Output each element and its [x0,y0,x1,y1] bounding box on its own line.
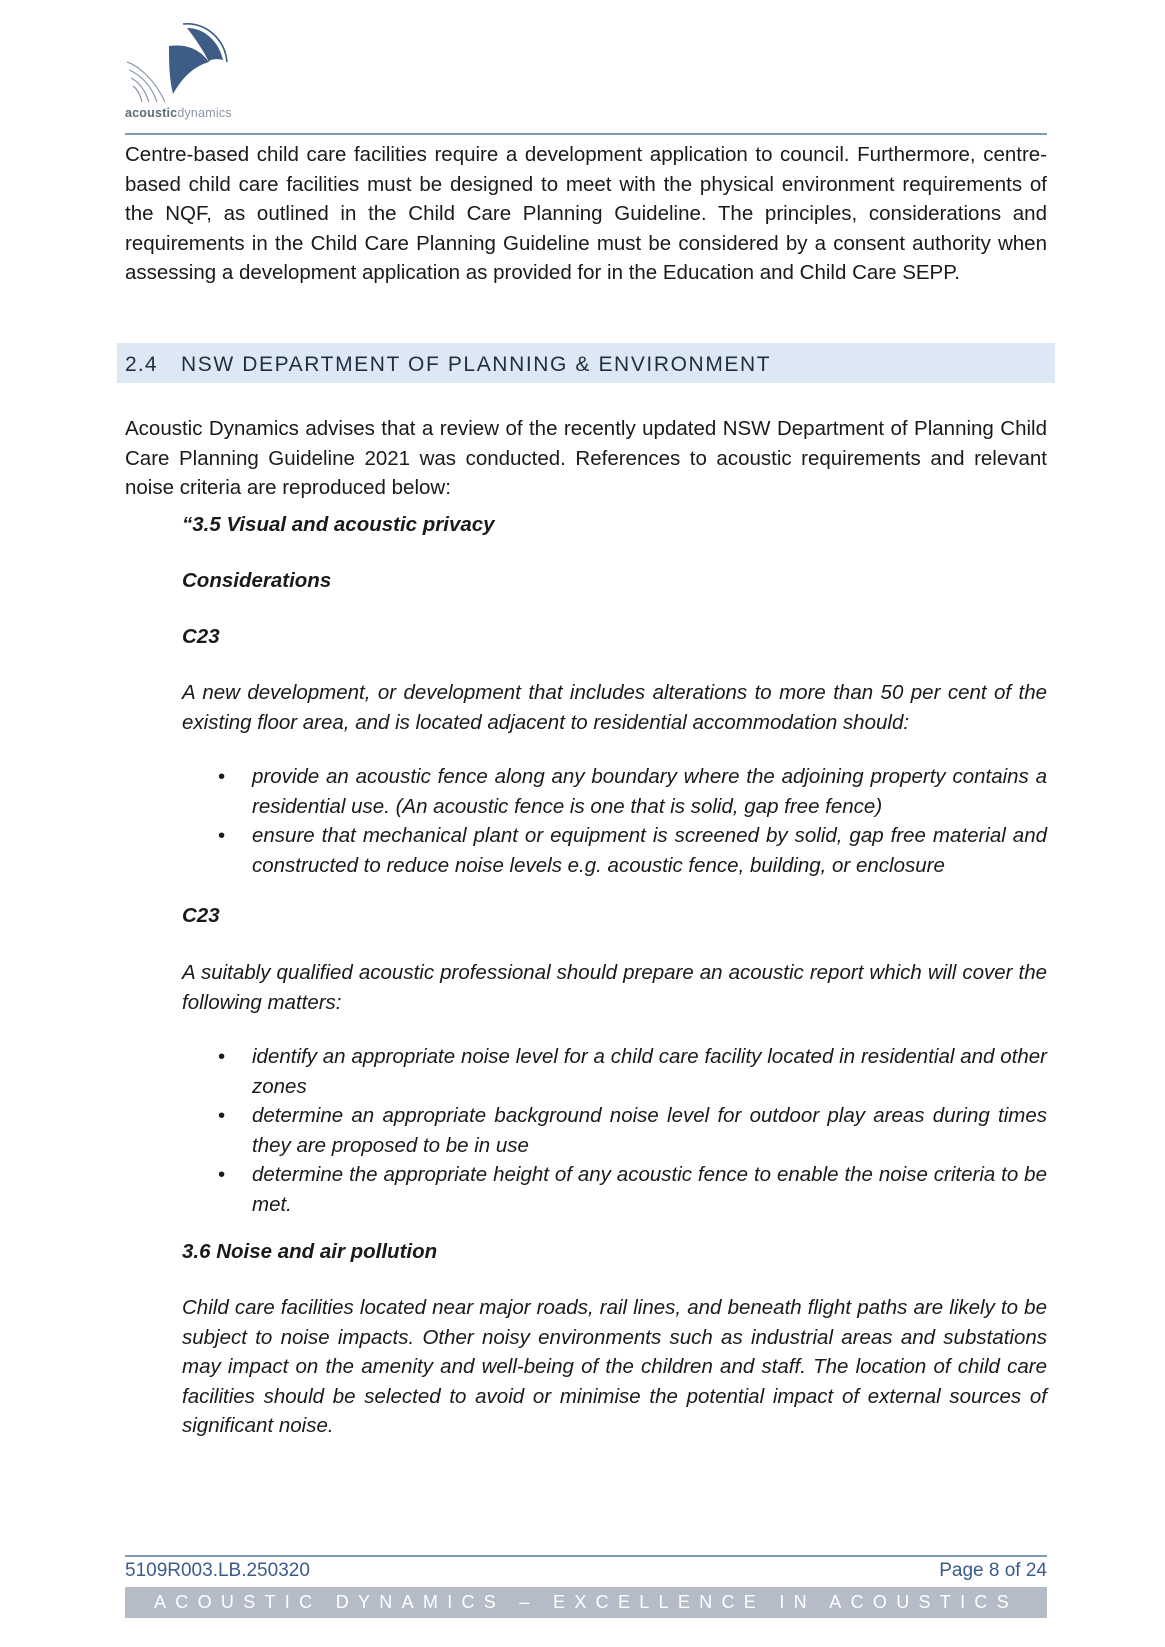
bullet-text: provide an acoustic fence along any boundary where the adjoining property contains a residential use. (An acoustic fence is one that is solid, gap free fence) [252,765,1047,818]
logo-wordmark-bold: acoustic [125,106,178,120]
bullet-text: identify an appropriate noise level for a child care facility located in residential and other zones [252,1045,1047,1098]
bullet-text: determine the appropriate height of any acoustic fence to enable the noise criteria to be met. [252,1163,1047,1216]
clause-1-text: A new development, or development that includes alterations to more than 50 per cent of the existing floor area, and is located adjacent to residential accommodation should: [182,681,1047,734]
bullet-icon: • [218,824,226,847]
company-logo [125,22,245,127]
bullet-icon: • [218,765,226,788]
noise-pollution-paragraph: Child care facilities located near major roads, rail lines, and beneath flight paths are likely to be subject to noise impacts. Other noisy environments such as industrial areas and substations may impact on the amenity and well-being of the children and staff. The location of child care facilities should be selected to avoid or minimise the potential impact of external sources of significant noise. [182,1296,1047,1437]
list-item [182,762,1047,821]
logo-wordmark [125,106,232,120]
header-divider [125,133,1047,135]
quote-heading-visual-acoustic-privacy: “3.5 Visual and acoustic privacy [182,513,495,536]
quote-heading-considerations: Considerations [182,569,332,592]
intro-paragraph: Centre-based child care facilities require a development application to council. Furthermore, centre-based child care facilities must be designed to meet with the physical environment requirements of the NQF, as outlined in the Child Care Planning Guideline. The principles, considerations and requirements in the Child Care Planning Guideline must be considered by a consent authority when assessing a development application as provided for in the Education and Child Care SEPP. [125,143,1047,284]
list-item [182,1160,1047,1219]
logo-sail-icon [125,22,245,110]
clause-1-bullet-list [182,762,1047,880]
bullet-icon: • [218,1163,226,1186]
bullet-icon: • [218,1045,226,1068]
quote-heading-noise-air-pollution: 3.6 Noise and air pollution [182,1240,438,1263]
section-title: NSW DEPARTMENT OF PLANNING & ENVIRONMENT [181,353,772,376]
section-number: 2.4 [125,353,158,376]
list-item [182,1101,1047,1160]
footer-divider [125,1555,1047,1557]
clause-2-text: A suitably qualified acoustic professional should prepare an acoustic report which will cover the following matters: [182,961,1047,1014]
list-item [182,821,1047,880]
section-heading-bar [117,343,1055,383]
review-paragraph: Acoustic Dynamics advises that a review of the recently updated NSW Department of Planning Child Care Planning Guideline 2021 was conducted. References to acoustic requirements and relevant noise criteria are reproduced below: [125,417,1047,499]
clause-label-1: C23 [182,625,220,648]
footer-tagline: ACOUSTIC DYNAMICS – EXCELLENCE IN ACOUSTICS [125,1587,1047,1618]
clause-2-bullet-list [182,1042,1047,1219]
bullet-text: determine an appropriate background noise level for outdoor play areas during times they are proposed to be in use [252,1104,1047,1157]
bullet-text: ensure that mechanical plant or equipment is screened by solid, gap free material and constructed to reduce noise levels e.g. acoustic fence, building, or enclosure [252,824,1047,877]
bullet-icon: • [218,1104,226,1127]
document-reference: 5109R003.LB.250320 [125,1560,310,1581]
clause-label-2: C23 [182,904,220,927]
logo-wordmark-light: dynamics [177,106,232,120]
list-item [182,1042,1047,1101]
page-number: Page 8 of 24 [939,1560,1047,1581]
